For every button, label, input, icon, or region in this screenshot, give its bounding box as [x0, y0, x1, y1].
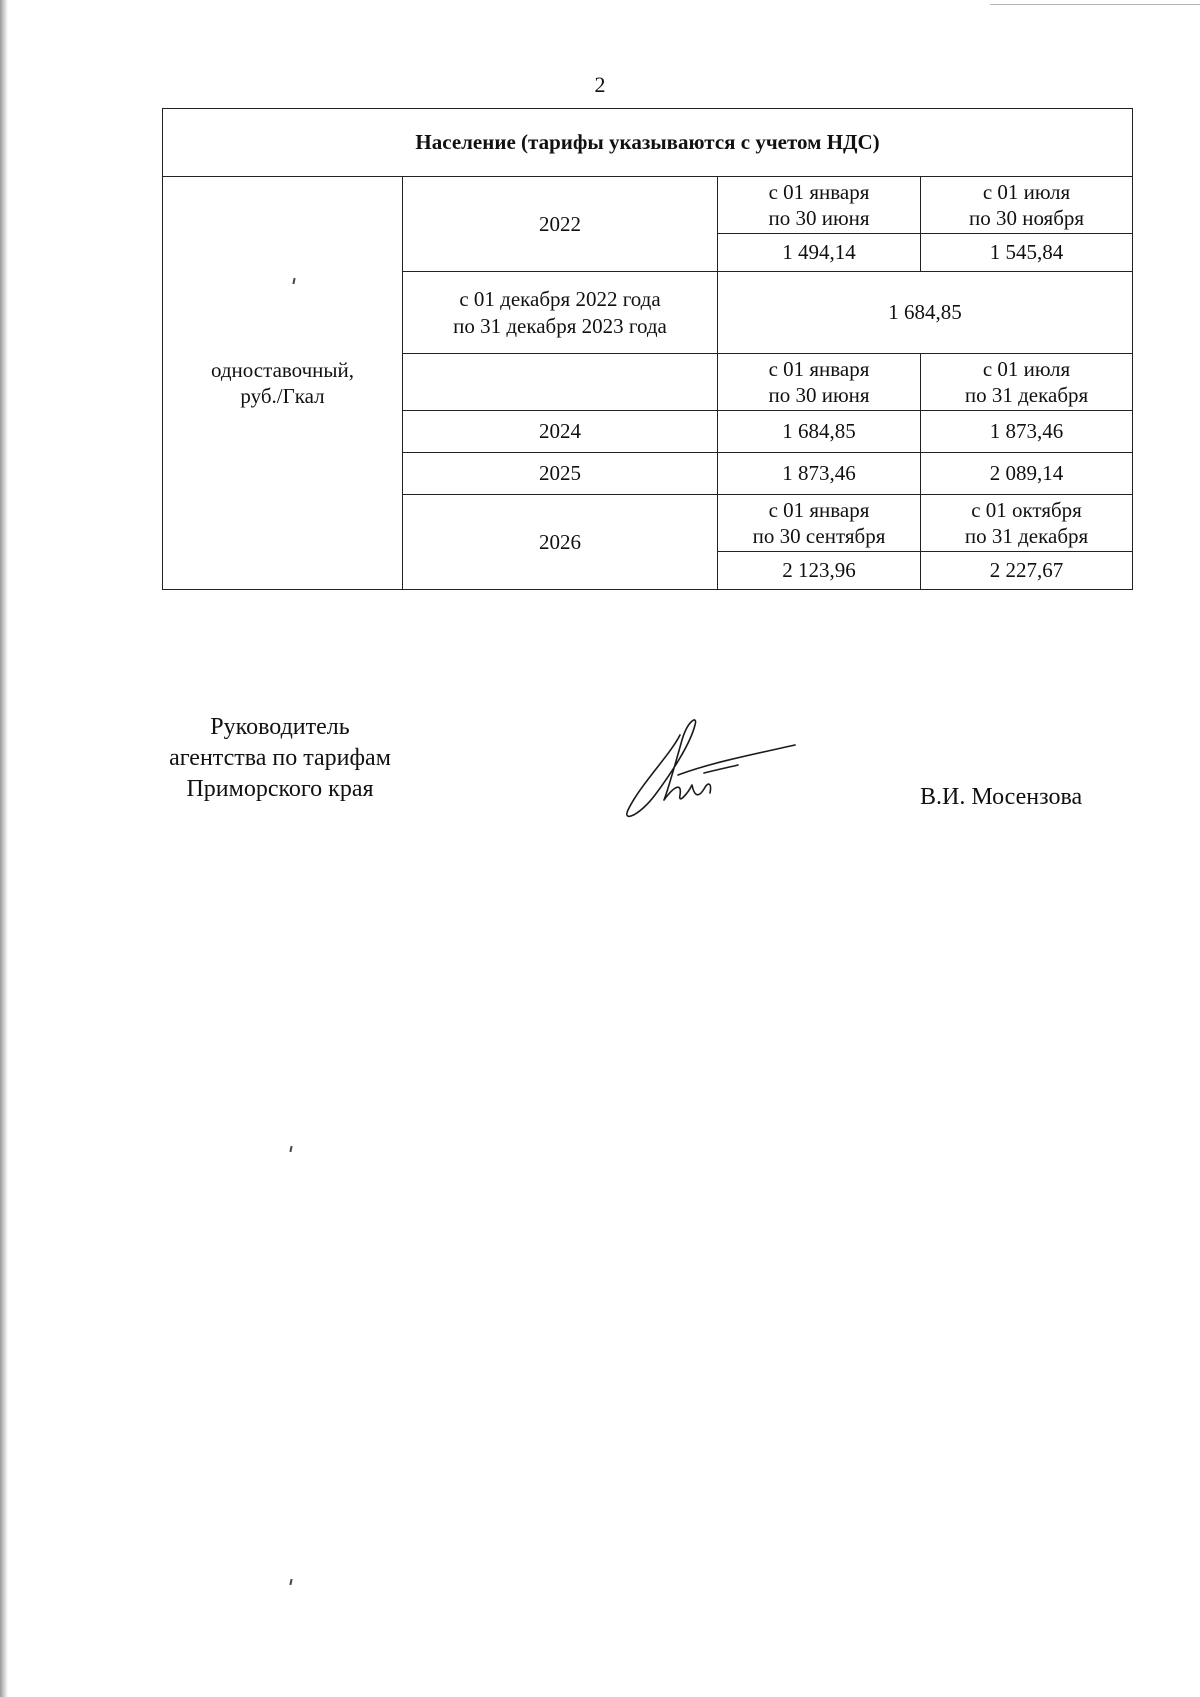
signatory-name: В.И. Мосензова [920, 784, 1083, 810]
period-cell-2023 [403, 272, 718, 354]
tariff-table [162, 108, 1133, 590]
tariff-value-cell: 1 873,46 [718, 453, 921, 495]
period-start: с 01 января [768, 179, 870, 204]
table-header-row [163, 109, 1133, 177]
period-start: с 01 июля [982, 179, 1071, 204]
empty-year-cell [403, 354, 718, 411]
period-cell [718, 177, 921, 234]
period-start: с 01 июля [982, 356, 1071, 381]
scan-edge [0, 0, 8, 1697]
tariff-value-cell: 1 684,85 [718, 411, 921, 453]
period-cell [921, 354, 1133, 411]
year-cell-2022: 2022 [403, 177, 718, 272]
position-line: агентства по тарифам [169, 745, 391, 772]
tariff-value-cell: 1 684,85 [718, 272, 1133, 354]
table-row [163, 177, 1133, 234]
tariff-value-cell: 2 227,67 [921, 552, 1133, 590]
period-end: по 31 декабря [964, 383, 1089, 407]
handwritten-signature [620, 715, 800, 825]
period-end: по 30 июня [768, 206, 870, 230]
year-cell-2026: 2026 [403, 495, 718, 590]
tariff-value-cell: 1 873,46 [921, 411, 1133, 453]
scan-top-rule [990, 4, 1200, 5]
scan-speck [289, 1579, 292, 1585]
period-cell [921, 495, 1133, 552]
signatory-position [130, 712, 430, 806]
tariff-value-cell: 2 123,96 [718, 552, 921, 590]
period-end: по 30 сентября [752, 524, 886, 548]
period-end: по 30 ноября [968, 206, 1085, 230]
period-cell [921, 177, 1133, 234]
table-section-header: Население (тарифы указываются с учетом НДС) [163, 109, 1133, 177]
rate-type-label: одноставочный, [210, 357, 355, 382]
position-line: Приморского края [186, 776, 374, 803]
tariff-value-cell: 1 494,14 [718, 234, 921, 272]
period-start: с 01 января [768, 497, 870, 522]
year-cell-2024: 2024 [403, 411, 718, 453]
period-cell [718, 354, 921, 411]
page-number: 2 [594, 72, 606, 97]
period-end: по 31 декабря 2023 года [453, 313, 667, 338]
period-start: с 01 октября [971, 497, 1082, 522]
position-line: Руководитель [210, 714, 350, 740]
period-start: с 01 декабря 2022 года [459, 287, 661, 312]
rate-type-cell [163, 177, 403, 590]
year-cell-2025: 2025 [403, 453, 718, 495]
period-end: по 30 июня [768, 383, 870, 407]
tariff-value-cell: 2 089,14 [921, 453, 1133, 495]
period-cell [718, 495, 921, 552]
rate-unit-label: руб./Гкал [240, 384, 325, 408]
period-end: по 31 декабря [964, 524, 1089, 548]
period-start: с 01 января [768, 356, 870, 381]
scan-speck [289, 1146, 292, 1152]
tariff-value-cell: 1 545,84 [921, 234, 1133, 272]
